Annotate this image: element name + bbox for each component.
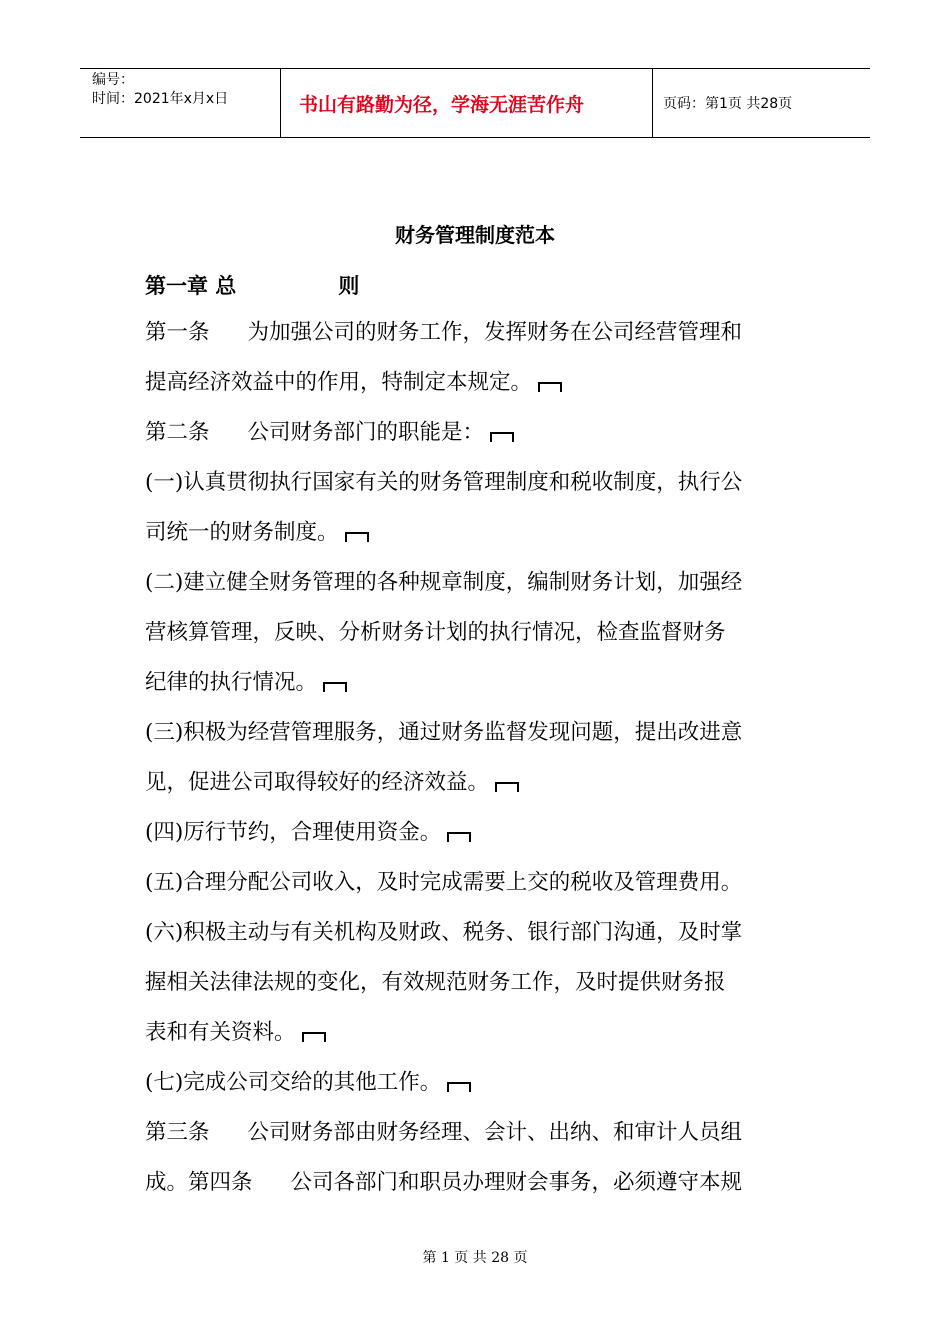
body-line-text: 司统一的财务制度。 bbox=[145, 520, 339, 545]
body-line bbox=[145, 1008, 810, 1058]
body-line-text: 营核算管理，反映、分析财务计划的执行情况，检查监督财务 bbox=[145, 620, 726, 645]
body-line-text: (三)积极为经营管理服务，通过财务监督发现问题，提出改进意 bbox=[145, 720, 743, 745]
body-line-text: 提高经济效益中的作用，特制定本规定。 bbox=[145, 370, 533, 395]
article-label: 第二条 bbox=[145, 420, 210, 445]
body-text bbox=[145, 308, 810, 1208]
body-line bbox=[145, 1058, 810, 1108]
header-table bbox=[80, 68, 870, 138]
body-line-text: (五)合理分配公司收入，及时完成需要上交的税收及管理费用。 bbox=[145, 870, 743, 895]
body-line-text: 纪律的执行情况。 bbox=[145, 670, 318, 695]
header-motto-cell bbox=[281, 69, 653, 137]
article-label: 第一条 bbox=[145, 320, 210, 345]
paragraph-mark-icon bbox=[495, 782, 519, 792]
time-label: 时间：2021年x月x日 bbox=[92, 91, 229, 107]
body-line-text: (四)厉行节约，合理使用资金。 bbox=[145, 820, 442, 845]
motto-text: 书山有路勤为径，学海无涯苦作舟 bbox=[299, 93, 585, 116]
article-label: 第三条 bbox=[145, 1120, 210, 1145]
body-line-text: 表和有关资料。 bbox=[145, 1020, 296, 1045]
body-line bbox=[145, 808, 810, 858]
body-line bbox=[145, 1158, 810, 1208]
chapter-heading-right: 则 bbox=[338, 274, 360, 298]
paragraph-mark-icon bbox=[490, 432, 514, 442]
body-line bbox=[145, 558, 810, 608]
body-line bbox=[145, 608, 810, 658]
paragraph-mark-icon bbox=[345, 532, 369, 542]
body-line bbox=[145, 908, 810, 958]
paragraph-mark-icon bbox=[323, 682, 347, 692]
chapter-heading bbox=[145, 270, 359, 300]
body-line-text: 握相关法律法规的变化，有效规范财务工作，及时提供财务报 bbox=[145, 970, 726, 995]
page-info: 页码：第1页 共28页 bbox=[663, 96, 793, 112]
paragraph-mark-icon bbox=[447, 832, 471, 842]
body-line bbox=[145, 308, 810, 358]
body-line bbox=[145, 458, 810, 508]
paragraph-mark-icon bbox=[538, 382, 562, 392]
body-line-text: (一)认真贯彻执行国家有关的财务管理制度和税收制度，执行公 bbox=[145, 470, 743, 495]
body-line-text: 公司财务部门的职能是： bbox=[247, 420, 485, 445]
body-line-text: (二)建立健全财务管理的各种规章制度，编制财务计划，加强经 bbox=[145, 570, 743, 595]
header-page-cell bbox=[653, 69, 870, 137]
body-line-text: 成。第四条 bbox=[145, 1170, 253, 1195]
body-line bbox=[145, 508, 810, 558]
page-footer: 第 1 页 共 28 页 bbox=[422, 1250, 528, 1266]
body-line-text: 为加强公司的财务工作，发挥财务在公司经营管理和 bbox=[247, 320, 743, 345]
body-line bbox=[145, 358, 810, 408]
body-line bbox=[145, 408, 810, 458]
body-line bbox=[145, 1108, 810, 1158]
header-meta-cell bbox=[80, 69, 281, 137]
body-line bbox=[145, 758, 810, 808]
document-title: 财务管理制度范本 bbox=[395, 223, 555, 247]
body-line bbox=[145, 958, 810, 1008]
body-line bbox=[145, 658, 810, 708]
paragraph-mark-icon bbox=[447, 1082, 471, 1092]
body-line bbox=[145, 858, 810, 908]
chapter-heading-left: 第一章 总 bbox=[145, 274, 237, 298]
body-line-text: 公司财务部由财务经理、会计、出纳、和审计人员组 bbox=[247, 1120, 743, 1145]
paragraph-mark-icon bbox=[302, 1032, 326, 1042]
body-line-text: (七)完成公司交给的其他工作。 bbox=[145, 1070, 442, 1095]
number-label: 编号： bbox=[92, 72, 134, 88]
body-line-tail: 公司各部门和职员办理财会事务，必须遵守本规 bbox=[290, 1170, 743, 1195]
body-line bbox=[145, 708, 810, 758]
body-line-text: 见，促进公司取得较好的经济效益。 bbox=[145, 770, 490, 795]
body-line-text: (六)积极主动与有关机构及财政、税务、银行部门沟通，及时掌 bbox=[145, 920, 743, 945]
